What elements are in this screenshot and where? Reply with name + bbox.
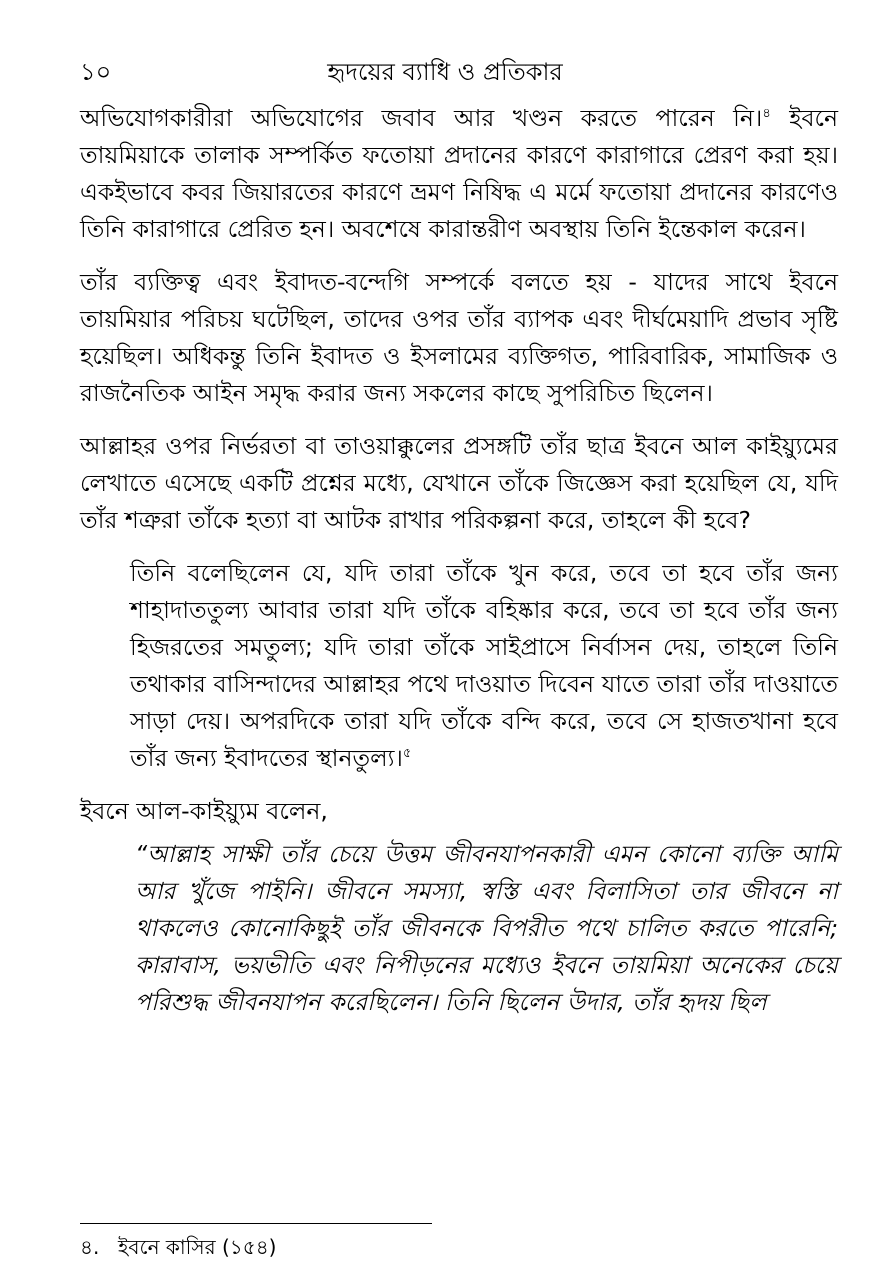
paragraph-2: তাঁর ব্যক্তিত্ব এবং ইবাদত-বন্দেগি সম্পর্কে বলতে হয় - যাদের সাথে ইবনে তায়মিয়ার পরিচয় ঘটেছিল, তাদের ওপর তাঁর ব্যাপক এবং দীর্ঘমেয়াদি প্রভাব সৃষ্টি হয়েছিল। অধিকন্তু তিনি ইবাদত ও ইসলামের ব্যক্তিগত, পারিবারিক, সামাজিক ও রাজনৈতিক আইন সমৃদ্ধ করার জন্য সকলের কাছে সুপরিচিত ছিলেন।: [80, 268, 838, 407]
footnote-ref-4: ৪: [762, 106, 771, 122]
intro-line: ইবনে আল-কাইয়্যুম বলেন,: [80, 797, 328, 825]
page-body: [80, 100, 838, 1021]
running-title: হৃদয়ের ব্যাধি ও প্রতিকার: [327, 58, 563, 86]
page-number: ১০: [80, 58, 112, 86]
block-quote: [130, 555, 838, 777]
footnote-divider: [80, 1223, 432, 1224]
paragraph-1: [80, 100, 838, 248]
footnote-text: ইবনে কাসির (১৫৪): [118, 1235, 277, 1259]
block-quote-text: তিনি বলেছিলেন যে, যদি তারা তাঁকে খুন করে, তবে তা হবে তাঁর জন্য শাহাদাততুল্য আবার তারা যদি তাঁকে বহিষ্কার করে, তবে তা হবে তাঁর জন্য হিজরতের সমতুল্য; যদি তারা তাঁকে সাইপ্রাসে নির্বাসন দেয়, তাহলে তিনি তথাকার বাসিন্দাদের আল্লাহর পথে দাওয়াত দিবেন যাতে তারা তাঁর দাওয়াতে সাড়া দেয়। অপরদিকে তারা যদি তাঁকে বন্দি করে, তবে সে হাজতখানা হবে তাঁর জন্য ইবাদতের স্থানতুল্য।: [130, 559, 838, 772]
italic-quote: “আল্লাহ সাক্ষী তাঁর চেয়ে উত্তম জীবনযাপনকারী এমন কোনো ব্যক্তি আমি আর খুঁজে পাইনি। জীবনে সমস্যা, স্বস্তি এবং বিলাসিতা তার জীবনে না থাকলেও কোনোকিছুই তাঁর জীবনকে বিপরীত পথে চালিত করতে পারেনি; কারাবাস, ভয়ভীতি এবং নিপীড়নের মধ্যেও ইবনে তায়মিয়া অনেকের চেয়ে পরিশুদ্ধ জীবনযাপন করেছিলেন। তিনি ছিলেন উদার, তাঁর হৃদয় ছিল: [135, 840, 838, 1016]
paragraph-3: আল্লাহর ওপর নির্ভরতা বা তাওয়াক্কুলের প্রসঙ্গটি তাঁর ছাত্র ইবনে আল কাইয়্যুমের লেখাতে এসেছে একটি প্রশ্নের মধ্যে, যেখানে তাঁকে জিজ্ঞেস করা হয়েছিল যে, যদি তাঁর শত্রুরা তাঁকে হত্যা বা আটক রাখার পরিকল্পনা করে, তাহলে কী হবে?: [80, 432, 838, 534]
footnote: [80, 1233, 277, 1261]
footnote-number: ৪.: [80, 1235, 100, 1259]
page-header: [80, 52, 810, 92]
footnote-ref-5: ৫: [402, 746, 412, 762]
paragraph-1-text-cont: ইবনে তায়মিয়াকে তালাক সম্পর্কিত ফতোয়া প্রদানের কারণে কারাগারে প্রেরণ করা হয়। একইভাবে কবর জিয়ারতের কারণে ভ্রমণ নিষিদ্ধ এ মর্মে ফতোয়া প্রদানের কারণেও তিনি কারাগারে প্রেরিত হন। অবশেষে কারান্তরীণ অবস্থায় তিনি ইন্তেকাল করেন।: [80, 104, 838, 243]
paragraph-1-text: অভিযোগকারীরা অভিযোগের জবাব আর খণ্ডন করতে পারেন নি।: [80, 104, 763, 132]
